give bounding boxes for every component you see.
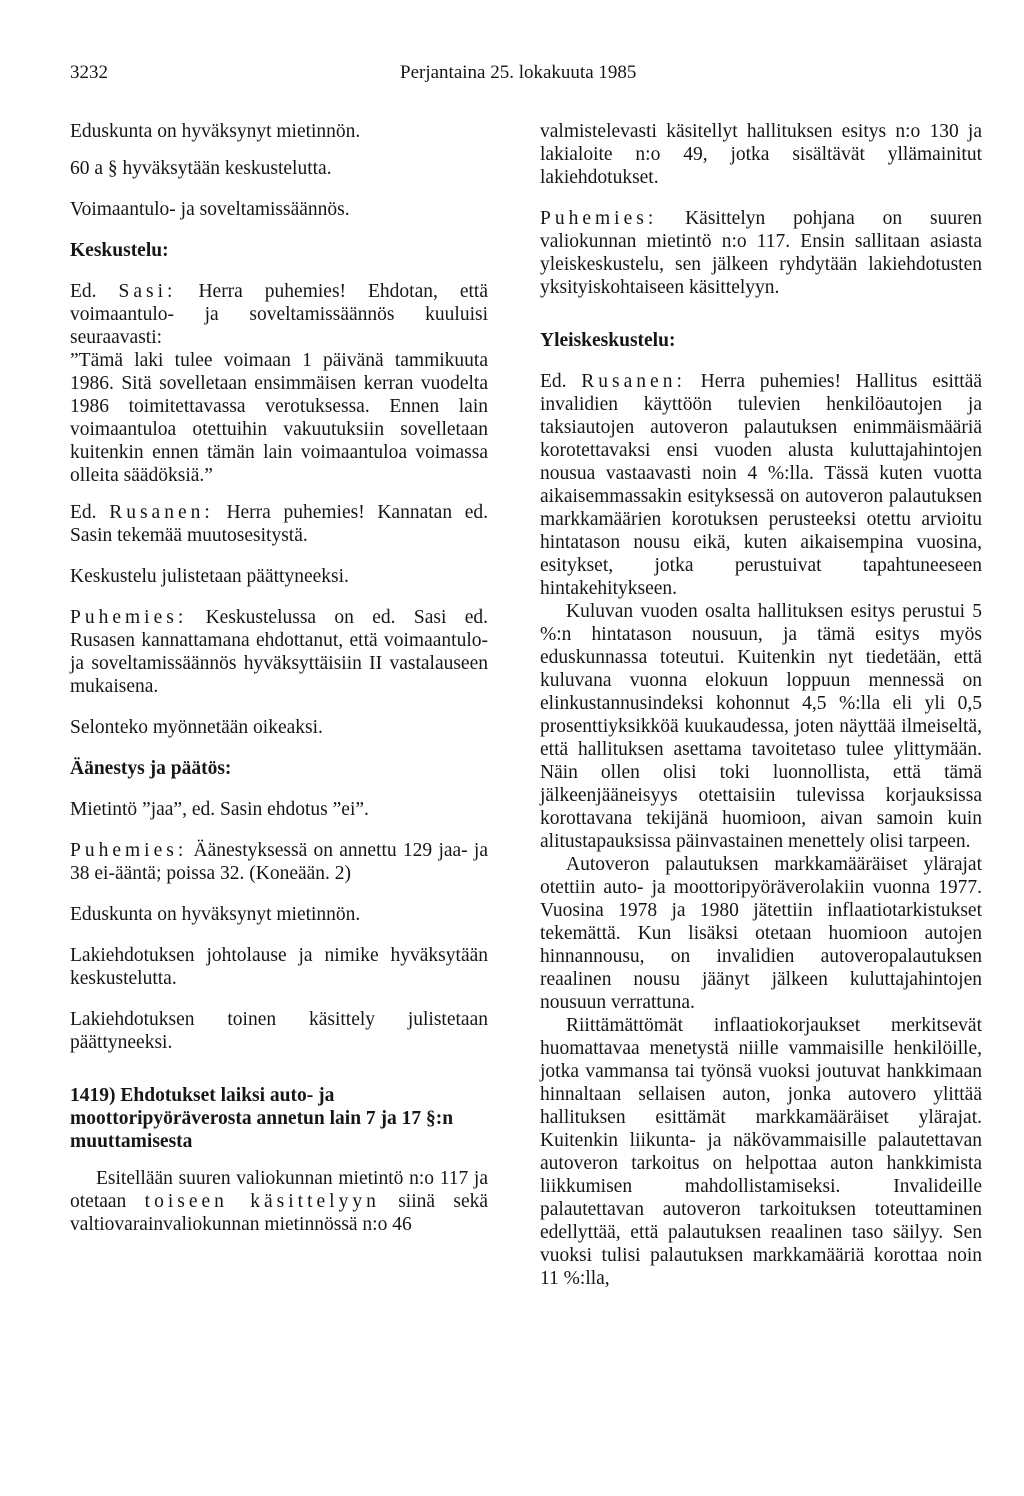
speech-sasi: [70, 280, 488, 349]
speech-text: Herra puhemies! Ehdotan, että voimaantulo- ja soveltamissäännös kuuluisi seuraavasti:: [70, 281, 488, 348]
speech-puhemies: [70, 839, 488, 885]
speaker-name: Puhemies:: [70, 840, 188, 861]
page-header: [70, 62, 950, 92]
header-date: Perjantaina 25. lokakuuta 1985: [400, 62, 637, 83]
speech-text: Äänestyksessä on annettu 129 jaa- ja 38 ei-ääntä; poissa 32. (Koneään. 2): [70, 840, 488, 884]
speaker-name: Rusanen:: [109, 502, 214, 523]
paragraph: Riittämättömät inflaatiokorjaukset merkitsevät huomattavaa menetystä niille vammaisille henkilöille, jotka vammansa tai työnsä vuoksi joutuvat hankkimaan hinnaltaan sellaisen auton, jonka autovero ylittää hallituksen esittämät markkamääräiset ylärajat. Kuitenkin liikunta- ja näkövammaisille palautettavan autoveron tarkoitus on helpottaa auton hankkimista liikkumisen mahdollistamiseksi. Invalideille palautettavan autoveron tarkoituksen toteuttaminen edellyttää, että palautuksen reaalinen taso säilyy. Sen vuoksi tulisi palautuksen markkamääriä korottaa noin 11 %:lla,: [540, 1015, 982, 1289]
paragraph: Lakiehdotuksen toinen käsittely julistetaan päättyneeksi.: [70, 1009, 488, 1053]
section-heading: Keskustelu:: [70, 240, 169, 261]
speech-rusanen: [540, 370, 982, 600]
speech-text: Herra puhemies! Hallitus esittää invalidien käyttöön tulevien henkilöautojen ja taksiautojen autoveron palautuksen enimmäismääriä korotettavaksi ensi vuoden alusta kuluttajahintojen nousua vastaavasti noin 4 %:lla. Tässä kuten vuotta aikaisemmassakin esityksessä on autoveron palautuksen markkamäärien korotuksen perusteeksi otettu arvioitu hintatason nousu eikä, kuten aikaisempina vuosina, esitykset, jotka perustuivat tapahtuneeseen hintakehitykseen.: [540, 371, 983, 599]
speech-text: Herra puhemies! Kannatan ed. Sasin tekemää muutosesitystä.: [70, 502, 488, 546]
spaced-emphasis: toiseen käsittelyyn: [144, 1191, 380, 1212]
paragraph: Esitellään suuren valiokunnan mietintö n:o 117 ja otetaan toiseen käsittelyyn siinä sekä valtiovarainvaliokunnan mietinnössä n:o 46: [70, 1168, 489, 1235]
speech-text: Käsittelyn pohjana on suuren valiokunnan mietintö n:o 117. Ensin sallitaan asiasta yleiskeskustelu, sen jälkeen ryhdytään lakiehdotusten yksityiskohtaiseen käsittelyyn.: [540, 208, 982, 298]
speech-puhemies: [540, 207, 982, 299]
speech-puhemies: [70, 606, 488, 698]
section-heading: Yleiskeskustelu:: [540, 330, 676, 351]
right-column: [540, 120, 982, 1290]
paragraph: Kuluvan vuoden osalta hallituksen esitys perustui 5 %:n hintatason nousuun, ja tämä esitys myös eduskunnassa toteutui. Kuitenkin nyt tiedetään, että kuluvana vuonna elokuun loppuun mennessä on elinkustannusindeksi kohonnut 4,5 %:lla eli yli 0,5 prosenttiyksikköä kuukaudessa, joten näyttää ilmeiseltä, että hallituksen asettama tavoitetaso tulee ylittymään. Näin ollen olisi toki luonnollista, että tämä jälkeenjääneisyys otettaisiin tulevissa korjauksissa korottavana tekijänä huomioon, aivan samoin kuin alitustapauksissa päinvastainen menettely olisi tarpeen.: [540, 601, 982, 852]
left-column: [70, 120, 488, 1236]
speech-text: Keskustelussa on ed. Sasi ed. Rusasen kannattamana ehdottanut, että voimaantulo- ja soveltamissäännös hyväksyttäisiin II vastalauseen mukaisena.: [70, 607, 488, 697]
paragraph: Keskustelu julistetaan päättyneeksi.: [70, 566, 349, 587]
section-heading: Äänestys ja päätös:: [70, 758, 232, 779]
speech-rusanen: [70, 501, 488, 547]
speaker-name: Puhemies:: [540, 208, 658, 229]
paragraph: Eduskunta on hyväksynyt mietinnön.: [70, 904, 361, 925]
paragraph: Lakiehdotuksen johtolause ja nimike hyväksytään keskustelutta.: [70, 945, 488, 989]
paragraph: Voimaantulo- ja soveltamissäännös.: [70, 199, 350, 220]
paragraph: Autoveron palautuksen markkamääräiset ylärajat otettiin auto- ja moottoripyöräverolakiin vuonna 1977. Vuosina 1978 ja 1980 jätettiin inflaatiotarkistukset tekemättä. Kun lisäksi otetaan huomioon autojen hinnannousu, on invalidien autoveropalautuksen reaalinen nousu jäänyt jälkeen kuluttajahintojen nousuun verrattuna.: [540, 854, 982, 1013]
quoted-proposal: ”Tämä laki tulee voimaan 1 päivänä tammikuuta 1986. Sitä sovelletaan ensimmäisen kerran vuodelta 1986 toimitettavassa verotuksessa. Ennen lain voimaantuloa otettuihin vakuutuksiin sovelletaan kuitenkin ennen tämän lain voimaantuloa voimassa olleita säädöksiä.”: [70, 350, 488, 486]
speaker-prefix: Ed.: [70, 281, 97, 302]
paragraph: Eduskunta on hyväksynyt mietinnön.: [70, 121, 361, 142]
paragraph: 60 a § hyväksytään keskustelutta.: [70, 158, 332, 179]
agenda-item-heading: 1419) Ehdotukset laiksi auto- ja moottoripyöräverosta annetun lain 7 ja 17 §:n muuttamisesta: [70, 1085, 454, 1152]
paragraph: Selonteko myönnetään oikeaksi.: [70, 717, 323, 738]
speaker-name: Sasi:: [118, 281, 177, 302]
speaker-prefix: Ed.: [70, 502, 97, 523]
paragraph: Mietintö ”jaa”, ed. Sasin ehdotus ”ei”.: [70, 799, 369, 820]
paragraph: valmistelevasti käsitellyt hallituksen esitys n:o 130 ja lakialoite n:o 49, jotka sisältävät yllämainitut lakiehdotukset.: [540, 121, 982, 188]
speaker-name: Rusanen:: [581, 371, 686, 392]
speaker-prefix: Ed.: [540, 371, 567, 392]
page-number: 3232: [70, 62, 108, 83]
speaker-name: Puhemies:: [70, 607, 188, 628]
